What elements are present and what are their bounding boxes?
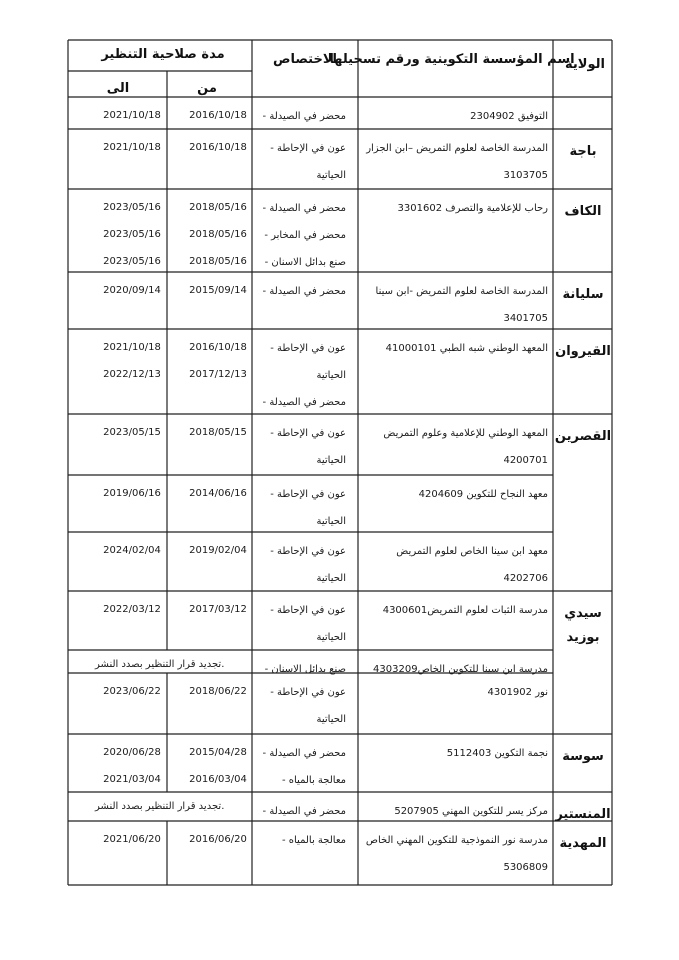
date-to: 2021/06/20 [103, 834, 161, 845]
specialty-item: - عون في الإحاطة [270, 143, 346, 154]
specialty-item: - محضر في الصيدلة [262, 286, 346, 297]
institution-name: مدرسة نور النموذجية للتكوين المهني الخاص [365, 835, 548, 846]
specialty-item: - عون في الإحاطة [270, 687, 346, 698]
header-governorate: الولاية [565, 57, 605, 72]
institution-name: المدرسة الخاصة لعلوم التمريض -ابن سينا [375, 286, 548, 297]
date-to: 2019/06/16 [103, 488, 161, 499]
governorate-name: القصرين [554, 429, 612, 444]
date-to: 2023/05/16 [103, 256, 161, 267]
date-to: 2023/05/15 [103, 427, 161, 438]
table-row [103, 110, 548, 122]
table-row [103, 604, 602, 645]
date-from: 2018/06/22 [189, 686, 247, 697]
governorate-name: سيدي [564, 606, 602, 621]
table-row [94, 801, 611, 822]
specialty-item: الحياتية [316, 370, 346, 381]
institution-name: التوفيق 2304902 [470, 111, 548, 122]
institution-name: نجمة التكوين 5112403 [446, 748, 548, 759]
specialty-item: الحياتية [316, 170, 346, 181]
specialty-item: - محضر في الصيدلة [262, 111, 346, 122]
institution-name: 4200701 [503, 455, 548, 466]
specialty-item: الحياتية [316, 573, 346, 584]
specialty-item: - عون في الإحاطة [270, 489, 346, 500]
table-row [103, 142, 596, 181]
governorate-name: سوسة [562, 749, 604, 764]
date-to: 2022/12/13 [103, 369, 161, 380]
date-to: 2023/05/16 [103, 202, 161, 213]
date-to: 2021/03/04 [103, 774, 161, 785]
table-row [103, 545, 548, 584]
specialty-item: - محضر في الصيدلة [262, 806, 346, 817]
date-from: 2016/06/20 [189, 834, 247, 845]
date-from: 2016/10/18 [189, 342, 247, 353]
date-from: 2019/02/04 [189, 545, 247, 556]
specialty-item: - صنع بدائل الاسنان [264, 664, 346, 675]
header-institution: اسم المؤسسة التكوينية ورقم تسجيلها [329, 52, 575, 67]
date-from: 2014/06/16 [189, 488, 247, 499]
specialty-item: - محضر في الصيدلة [262, 397, 346, 408]
specialty-item: - صنع بدائل الاسنان [264, 257, 346, 268]
institution-name: مدرسة الثبات لعلوم التمريض4300601 [382, 605, 548, 616]
institution-name: رحاب للإعلامية والتصرف 3301602 [397, 203, 548, 214]
institution-name: معهد النجاح للتكوين 4204609 [418, 489, 548, 500]
specialty-item: - عون في الإحاطة [270, 546, 346, 557]
governorate-name: بوزيد [566, 630, 600, 645]
governorate-name: المهدية [559, 836, 607, 851]
specialty-item: - معالجة بالمياه [281, 835, 346, 846]
table-row [103, 202, 601, 268]
institution-name: 3401705 [503, 313, 548, 324]
institution-name: المدرسة الخاصة لعلوم التمريض –ابن الجزار [366, 143, 548, 154]
institution-name: مركز يسر للتكوين المهني 5207905 [394, 806, 548, 817]
governorate-name: باجة [569, 144, 597, 159]
date-from: 2016/10/18 [189, 110, 247, 121]
institution-name: 5306809 [503, 862, 548, 873]
header-specialty: الاختصاص [273, 52, 337, 67]
governorate-name: القيروان [555, 344, 611, 359]
date-from: 2016/10/18 [189, 142, 247, 153]
renewal-note: تجديد قرار التنظير بصدد النشر. [95, 659, 225, 670]
date-to: 2021/10/18 [103, 342, 161, 353]
governorate-name: الكاف [564, 204, 602, 219]
specialty-item: الحياتية [316, 455, 346, 466]
date-to: 2024/02/04 [103, 545, 161, 556]
header-from: من [197, 81, 217, 96]
specialty-item: الحياتية [316, 632, 346, 643]
institution-name: 3103705 [503, 170, 548, 181]
specialty-item: - معالجة بالمياه [281, 775, 346, 786]
date-from: 2018/05/15 [189, 427, 247, 438]
specialty-item: - عون في الإحاطة [270, 428, 346, 439]
governorate-name: سليانة [562, 287, 604, 302]
institution-name: المعهد الوطني شبه الطبي 41000101 [385, 343, 548, 354]
renewal-note: تجديد قرار التنظير بصدد النشر. [95, 801, 225, 812]
specialty-item: - محضر في الصيدلة [262, 748, 346, 759]
date-to: 2020/09/14 [103, 285, 161, 296]
date-from: 2015/04/28 [189, 747, 247, 758]
specialty-item: الحياتية [316, 714, 346, 725]
specialty-item: - عون في الإحاطة [270, 605, 346, 616]
date-from: 2018/05/16 [189, 202, 247, 213]
governorate-name: المنستير [555, 807, 611, 822]
table-body [94, 110, 611, 873]
table-row [103, 686, 548, 725]
specialty-item: - عون في الإحاطة [270, 343, 346, 354]
institution-name: مدرسة ابن سينا للتكوين الخاص4303209 [373, 664, 548, 675]
table-row [103, 747, 604, 786]
date-to: 2020/06/28 [103, 747, 161, 758]
date-to: 2022/03/12 [103, 604, 161, 615]
table-row [103, 834, 606, 873]
table-row [103, 285, 603, 324]
date-to: 2021/10/18 [103, 142, 161, 153]
date-from: 2015/09/14 [189, 285, 247, 296]
date-from: 2018/05/16 [189, 229, 247, 240]
table-row [103, 427, 611, 466]
date-to: 2023/06/22 [103, 686, 161, 697]
institution-name: نور 4301902 [487, 687, 548, 698]
date-to: 2023/05/16 [103, 229, 161, 240]
specialty-item: - محضر في المخابر [264, 230, 346, 241]
institution-name: المعهد الوطني للإعلامية وعلوم التمريض [383, 428, 548, 439]
institution-name: 4202706 [503, 573, 548, 584]
table-row [103, 342, 611, 408]
specialty-item: - محضر في الصيدلة [262, 203, 346, 214]
date-from: 2017/12/13 [189, 369, 247, 380]
date-from: 2017/03/12 [189, 604, 247, 615]
date-to: 2021/10/18 [103, 110, 161, 121]
table-row [103, 488, 548, 527]
header-validity: مدة صلاحية التنظير [101, 47, 225, 62]
header-to: الى [106, 81, 130, 96]
institution-name: معهد ابن سينا الخاص لعلوم التمريض [396, 546, 548, 557]
date-from: 2016/03/04 [189, 774, 247, 785]
date-from: 2018/05/16 [189, 256, 247, 267]
specialty-item: الحياتية [316, 516, 346, 527]
